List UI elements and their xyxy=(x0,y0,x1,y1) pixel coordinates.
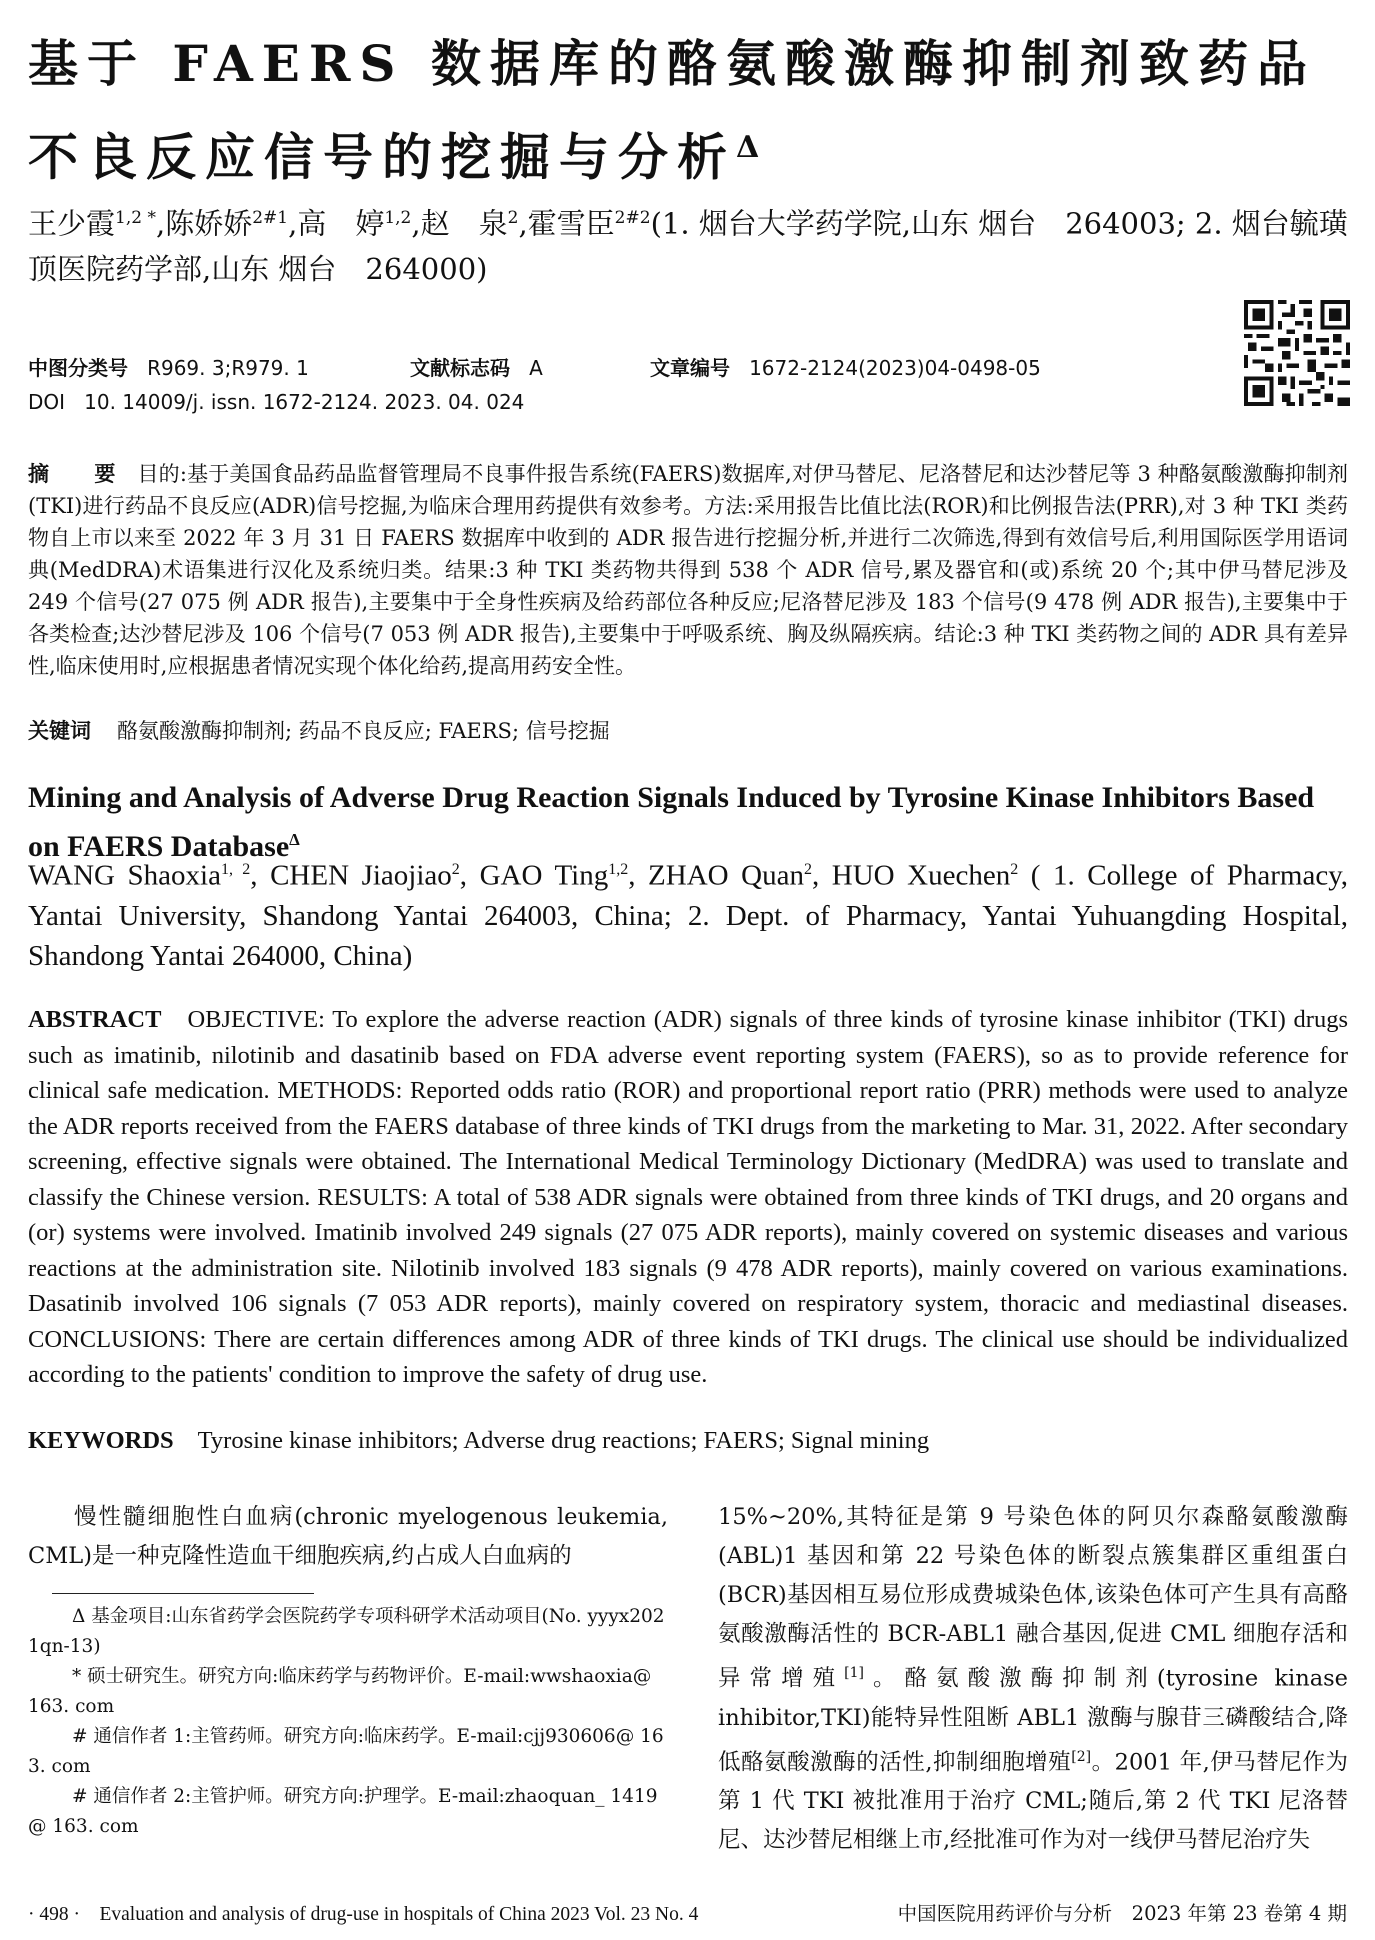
title-line-1: 基于 FAERS 数据库的酪氨酸激酶抑制剂致药品 xyxy=(28,34,1316,93)
doc-code-row xyxy=(410,352,543,381)
keywords-cn xyxy=(28,715,1348,745)
keywords-en xyxy=(28,1427,1348,1455)
author-affiliation: 2 xyxy=(507,208,519,228)
doc-code-value: A xyxy=(529,356,543,380)
author-en-affiliation: 2 xyxy=(451,861,460,878)
footer-left: · 498 · Evaluation and analysis of drug-use in hospitals of China 2023 Vol. 23 No. 4 xyxy=(28,1904,699,1925)
citation-ref[interactable]: [1] xyxy=(844,1665,864,1681)
footnote-fund: Δ 基金项目:山东省药学会医院药学专项科研学术活动项目(No. yyyx2021qn-13) xyxy=(28,1606,665,1657)
author-affiliation: 2#1 xyxy=(252,208,289,228)
title-en-fund-mark: Δ xyxy=(289,830,300,849)
footnotes xyxy=(28,1602,668,1842)
author-en-name: HUO Xuechen xyxy=(831,859,1011,892)
author-en-name: WANG Shaoxia xyxy=(28,859,221,892)
title-fund-mark: Δ xyxy=(736,130,760,165)
abstract-en xyxy=(28,1002,1348,1393)
keywords-cn-label: 关键词 xyxy=(28,719,91,743)
author-en-affiliation: 1,2 xyxy=(608,861,629,878)
body-text: 。2001 年,伊马替尼作为第 1 代 TKI 被批准用于治疗 CML;随后,第 2 代 TKI 尼洛替尼、达沙替尼相继上市,经批准可作为对一线伊马替尼治疗失 xyxy=(718,1749,1348,1853)
author-affiliation: 1,2 * xyxy=(115,208,156,228)
doi-value: 10. 14009/j. issn. 1672-2124. 2023. 04. 024 xyxy=(84,390,525,414)
citation-ref[interactable]: [2] xyxy=(1071,1748,1092,1765)
body-text: 15%~20%,其特征是第 9 号染色体的阿贝尔森酪氨酸激酶(ABL)1 基因和第 22 号染色体的断裂点簇集群区重组蛋白(BCR)基因相互易位形成费城染色体,该染色体可产生具有高酪氨酸激酶活性的 BCR-ABL1 融合基因,促进 CML 细胞存活和异常增殖 xyxy=(718,1504,1348,1692)
author-name: 王少霞 xyxy=(28,206,116,241)
footnote-first-author: * 硕士研究生。研究方向:临床药学与药物评价。E-mail:wwshaoxia@ 163. com xyxy=(28,1666,652,1717)
abstract-cn xyxy=(28,458,1348,682)
title-en-text: Mining and Analysis of Adverse Drug Reaction Signals Induced by Tyrosine Kinase Inhibitors Based on FAERS Database xyxy=(28,781,1315,863)
author-name: 陈娇娇 xyxy=(165,206,253,241)
author-affiliation: 2#2 xyxy=(614,208,651,228)
body-text: 。酪氨酸激酶抑制剂(tyrosine kinase inhibitor,TKI)能特异性阻断 ABL1 激酶与腺苷三磷酸结合,降低酪氨酸激酶的活性,抑制细胞增殖 xyxy=(718,1665,1348,1775)
author-name: 赵 泉 xyxy=(420,206,508,241)
clc-label: 中图分类号 xyxy=(28,356,128,380)
doi-label: DOI xyxy=(28,390,66,414)
footnote-corresponding-2: # 通信作者 2:主管护师。研究方向:护理学。E-mail:zhaoquan_ 1419@ 163. com xyxy=(28,1786,658,1837)
author-list-en: WANG Shaoxia$^{1, 2}$, CHEN Jiaojiao$^2$, GAO Ting$^{1,2}$, ZHAO Quan$^2$, HUO Xuechen$^2$ ( 1. College of Pharmacy, Yantai University, Shandong Yantai 264003, China; 2. Dept. of Pharmacy, Yantai Yuhuangding Hospital, Shandong Yantai 264000, China) xyxy=(28,859,1349,972)
article-no-row xyxy=(650,352,1041,381)
footer-right: 中国医院用药评价与分析 2023 年第 23 卷第 4 期 xyxy=(897,1902,1347,1925)
doi-row xyxy=(28,390,524,414)
body-right-column xyxy=(718,1498,1348,1860)
doc-code-label: 文献标志码 xyxy=(410,356,510,380)
author-name: 高 婷 xyxy=(297,206,385,241)
author-en-name: GAO Ting xyxy=(479,859,609,892)
author-name: 霍雪臣 xyxy=(527,206,615,241)
affiliations-cn: (1. 烟台大学药学院,山东 烟台 264003; 2. 烟台毓璜顶医院药学部,山东 烟台 264000) xyxy=(28,206,1348,286)
body-left-column xyxy=(28,1498,668,1576)
author-en-name: ZHAO Quan xyxy=(648,859,804,892)
footnote-divider xyxy=(52,1593,314,1594)
qr-code-icon xyxy=(1244,300,1350,406)
abstract-en-label: ABSTRACT xyxy=(28,1006,162,1033)
abstract-cn-label: 摘 要 xyxy=(28,462,128,486)
abstract-cn-text: 目的:基于美国食品药品监督管理局不良事件报告系统(FAERS)数据库,对伊马替尼、尼洛替尼和达沙替尼等 3 种酪氨酸激酶抑制剂(TKI)进行药品不良反应(ADR)信号挖掘,为临床合理用药提供有效参考。方法:采用报告比值比法(ROR)和比例报告法(PRR),对 3 种 TKI 类药物自上市以来至 2022 年 3 月 31 日 FAERS 数据库中收到的 ADR 报告进行挖掘分析,并进行二次筛选,得到有效信号后,利用国际医学用语词典(MedDRA)术语集进行汉化及系统归类。结果:3 种 TKI 类药物共得到 538 个 ADR 信号,累及器官和(或)系统 20 个;其中伊马替尼涉及 249 个信号(27 075 例 ADR 报告),主要集中于全身性疾病及给药部位各种反应;尼洛替尼涉及 183 个信号(9 478 例 ADR 报告),主要集中于各类检查;达沙替尼涉及 106 个信号(7 053 例 ADR 报告),主要集中于呼吸系统、胸及纵隔疾病。结论:3 种 TKI 类药物之间的 ADR 具有差异性,临床使用时,应根据患者情况实现个体化给药,提高用药安全性。 xyxy=(28,462,1348,678)
keywords-en-label: KEYWORDS xyxy=(28,1427,174,1454)
author-en-affiliation: 2 xyxy=(1010,861,1019,878)
title-line-2: 不良反应信号的挖掘与分析 xyxy=(28,127,736,187)
author-affiliation: 1,2 xyxy=(384,208,412,228)
affiliations-en: ( 1. College of Pharmacy, Yantai University, Shandong Yantai 264003, China; 2. Dept. of Pharmacy, Yantai Yuhuangding Hospital, Shandong Yantai 264000, China) xyxy=(28,859,1349,972)
author-en-affiliation: 2 xyxy=(803,861,812,878)
article-no-label: 文章编号 xyxy=(650,356,730,380)
keywords-en-text: Tyrosine kinase inhibitors; Adverse drug reactions; FAERS; Signal mining xyxy=(197,1427,930,1454)
footnote-corresponding-1: # 通信作者 1:主管药师。研究方向:临床药学。E-mail:cjj930606@ 163. com xyxy=(28,1726,664,1777)
abstract-en-text: OBJECTIVE: To explore the adverse reaction (ADR) signals of three kinds of tyrosine kinase inhibitor (TKI) drugs such as imatinib, nilotinib and dasatinib based on FDA adverse event reporting system (FAERS), so as to provide reference for clinical safe medication. METHODS: Reported odds ratio (ROR) and proportional report ratio (PRR) methods were used to analyze the ADR reports received from the FAERS database of three kinds of TKI drugs from the marketing to Mar. 31, 2022. After secondary screening, effective signals were obtained. The International Medical Terminology Dictionary (MedDRA) was used to translate and classify the Chinese version. RESULTS: A total of 538 ADR signals were obtained from three kinds of TKI drugs, and 20 organs and (or) systems were involved. Imatinib involved 249 signals (27 075 ADR reports), mainly covered on systemic diseases and various reactions at the administration site. Nilotinib involved 183 signals (9 478 ADR reports), mainly covered on various examinations. Dasatinib involved 106 signals (7 053 ADR reports), mainly covered on respiratory system, thoracic and mediastinal diseases. CONCLUSIONS: There are certain differences among ADR of three kinds of TKI drugs. The clinical use should be individualized according to the patients' condition to improve the safety of drug use. xyxy=(28,1006,1348,1388)
author-en-name: CHEN Jiaojiao xyxy=(270,859,452,892)
classification-row xyxy=(28,352,309,381)
keywords-cn-text: 酪氨酸激酶抑制剂; 药品不良反应; FAERS; 信号挖掘 xyxy=(117,719,610,743)
clc-value: R969. 3;R979. 1 xyxy=(147,356,309,380)
author-list: 王少霞$^{1,2 *}$,陈娇娇$^{2\#1}$,高 婷$^{1,2}$,赵 泉$^2$,霍雪臣$^{2\#2}$(1. 烟台大学药学院,山东 烟台 264003; 2. 烟台毓璜顶医院药学部,山东 烟台 264000) xyxy=(28,206,1348,286)
author-en-affiliation: 1, 2 xyxy=(220,861,251,878)
article-no-value: 1672-2124(2023)04-0498-05 xyxy=(749,356,1041,380)
body-paragraph: 慢性髓细胞性白血病(chronic myelogenous leukemia, CML)是一种克隆性造血干细胞疾病,约占成人白血病的 xyxy=(28,1504,668,1569)
article-title xyxy=(28,22,1348,200)
